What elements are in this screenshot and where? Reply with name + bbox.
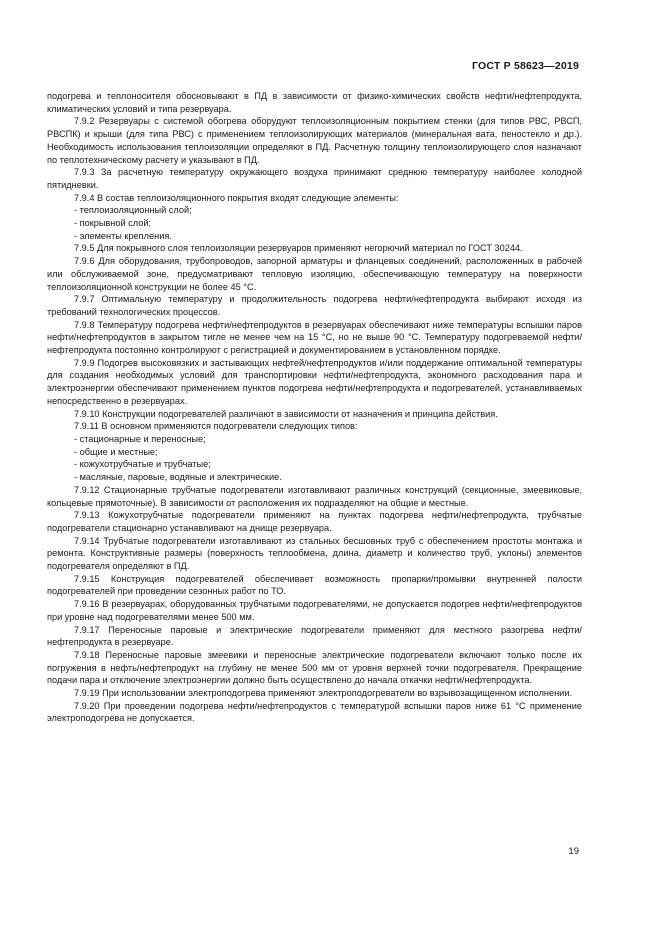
- list-item: - теплоизоляционный слой;: [74, 205, 192, 216]
- list-item: - покрывной слой;: [74, 218, 152, 229]
- list-item: - кожухотрубчатые и трубчатые;: [74, 459, 211, 470]
- document-body: [47, 90, 582, 725]
- paragraph: 7.9.17 Переносные паровые и электрические подогреватели применяют для местного разогрева нефти/нефтепродукта в резервуаре.: [47, 624, 582, 648]
- list-item: - стационарные и переносные;: [74, 433, 206, 444]
- paragraph: 7.9.12 Стационарные трубчатые подогреватели изготавливают различных конструкций (секционные, змеевиковые, кольцевые прямоточные). В зависимости от расположения их подразделяют на общие и местные.: [47, 484, 582, 508]
- paragraph: 7.9.14 Трубчатые подогреватели изготавливают из стальных бесшовных труб с обеспечением простоты монтажа и ремонта. Конструктивные размеры (поверхность теплообмена, длина, диаметр и количество труб, уклоны) элементов подогревателя определяют в ПД.: [47, 535, 582, 572]
- paragraph: 7.9.16 В резервуарах, оборудованных трубчатыми подогревателями, не допускается подогрев нефти/нефтепродуктов при уровне над подогревателями менее 500 мм.: [47, 599, 582, 622]
- paragraph: 7.9.4 В состав теплоизоляционного покрытия входят следующие элементы:: [74, 192, 399, 203]
- paragraph: 7.9.7 Оптимальную температуру и продолжительность подогрева нефти/нефтепродукта выбирают исходя из требований технологических процессов.: [47, 294, 582, 317]
- list-item: - масляные, паровые, водяные и электрические.: [74, 472, 282, 483]
- list-item: - общие и местные;: [74, 446, 158, 457]
- paragraph: 7.9.11 В основном применяются подогреватели следующих типов:: [74, 421, 358, 432]
- paragraph: 7.9.15 Конструкция подогревателей обеспечивает возможность пропарки/промывки внутренней полости подогревателей при проведении сезонных работ по ТО.: [47, 573, 582, 597]
- paragraph: 7.9.3 За расчетную температуру окружающего воздуха принимают среднюю температуру наиболее холодной пятидневки.: [47, 167, 582, 190]
- document-code-header: ГОСТ Р 58623—2019: [471, 60, 579, 72]
- paragraph: 7.9.2 Резервуары с системой обогрева оборудуют теплоизоляционным покрытием стенки (для типов РВС, РВСП, РВСПК) и крыши (для типа РВС) с применением теплоизолирующих материалов (минеральная вата, пеностекло и др.). Необходимость использования теплоизоляции определяют в ПД. Расчетную толщину теплоизолирующего слоя назначают по теплотехническому расчету и указывают в ПД.: [47, 116, 582, 165]
- paragraph: 7.9.8 Температуру подогрева нефти/нефтепродуктов в резервуарах обеспечивают ниже температуры вспышки паров нефти/нефтепродуктов в закрытом тигле не менее чем на 15 °С, но не выше 90 °С. Температуру подогреваемой нефти/нефтепродукта постоянно контролируют с регистрацией и документированием в установленном порядке.: [47, 319, 582, 356]
- paragraph: 7.9.19 При использовании электроподогрева применяют электроподогреватели во взрывозащищенном исполнении.: [74, 688, 573, 699]
- list-item: - элементы крепления.: [74, 230, 172, 241]
- paragraph: 7.9.5 Для покрывного слоя теплоизоляции резервуаров применяют негорючий материал по ГОСТ 30244.: [74, 243, 523, 254]
- paragraph: 7.9.20 При проведении подогрева нефти/нефтепродуктов с температурой вспышки паров ниже 61 °С применение электроподогрева не допускается.: [47, 700, 582, 724]
- page-number: 19: [568, 846, 579, 857]
- paragraph: 7.9.6 Для оборудования, трубопроводов, запорной арматуры и фланцевых соединений, расположенных в рабочей или обслуживаемой зоне, предусматривают тепловую изоляцию, обеспечивающую температуру на поверхности теплоизоляционной конструкции не более 45 °С.: [47, 256, 582, 292]
- paragraph: 7.9.9 Подогрев высоковязких и застывающих нефтей/нефтепродуктов и/или поддержание оптимальной температуры для создания необходимых условий для транспортировки нефти/нефтепродукта, экономного расходования пара и электроэнергии обеспечивают применением пунктов подогрева нефти/нефтепродукта и подогревателей, устанавливаемых непосредственно в резервуарах.: [47, 357, 582, 406]
- paragraph: 7.9.10 Конструкции подогревателей различают в зависимости от назначения и принципа действия.: [74, 408, 498, 419]
- paragraph: 7.9.13 Кожухотрубчатые подогреватели применяют на пунктах подогрева нефти/нефтепродукта, трубчатые подогреватели стационарно устанавливают на днище резервуара.: [47, 510, 582, 533]
- paragraph: 7.9.18 Переносные паровые змеевики и переносные электрические подогреватели включают только после их погружения в нефть/нефтепродукт на глубину не менее 500 мм от уровня верхней точки подогревателя. Прекращение подачи пара и отключение электроэнергии должно быть осуществлено до начала откачки нефти/нефтепродукта.: [47, 649, 582, 686]
- paragraph: подогрева и теплоносителя обосновывают в ПД в зависимости от физико-химических свойств нефти/нефтепродукта, климатических условий и типа резервуара.: [47, 91, 582, 114]
